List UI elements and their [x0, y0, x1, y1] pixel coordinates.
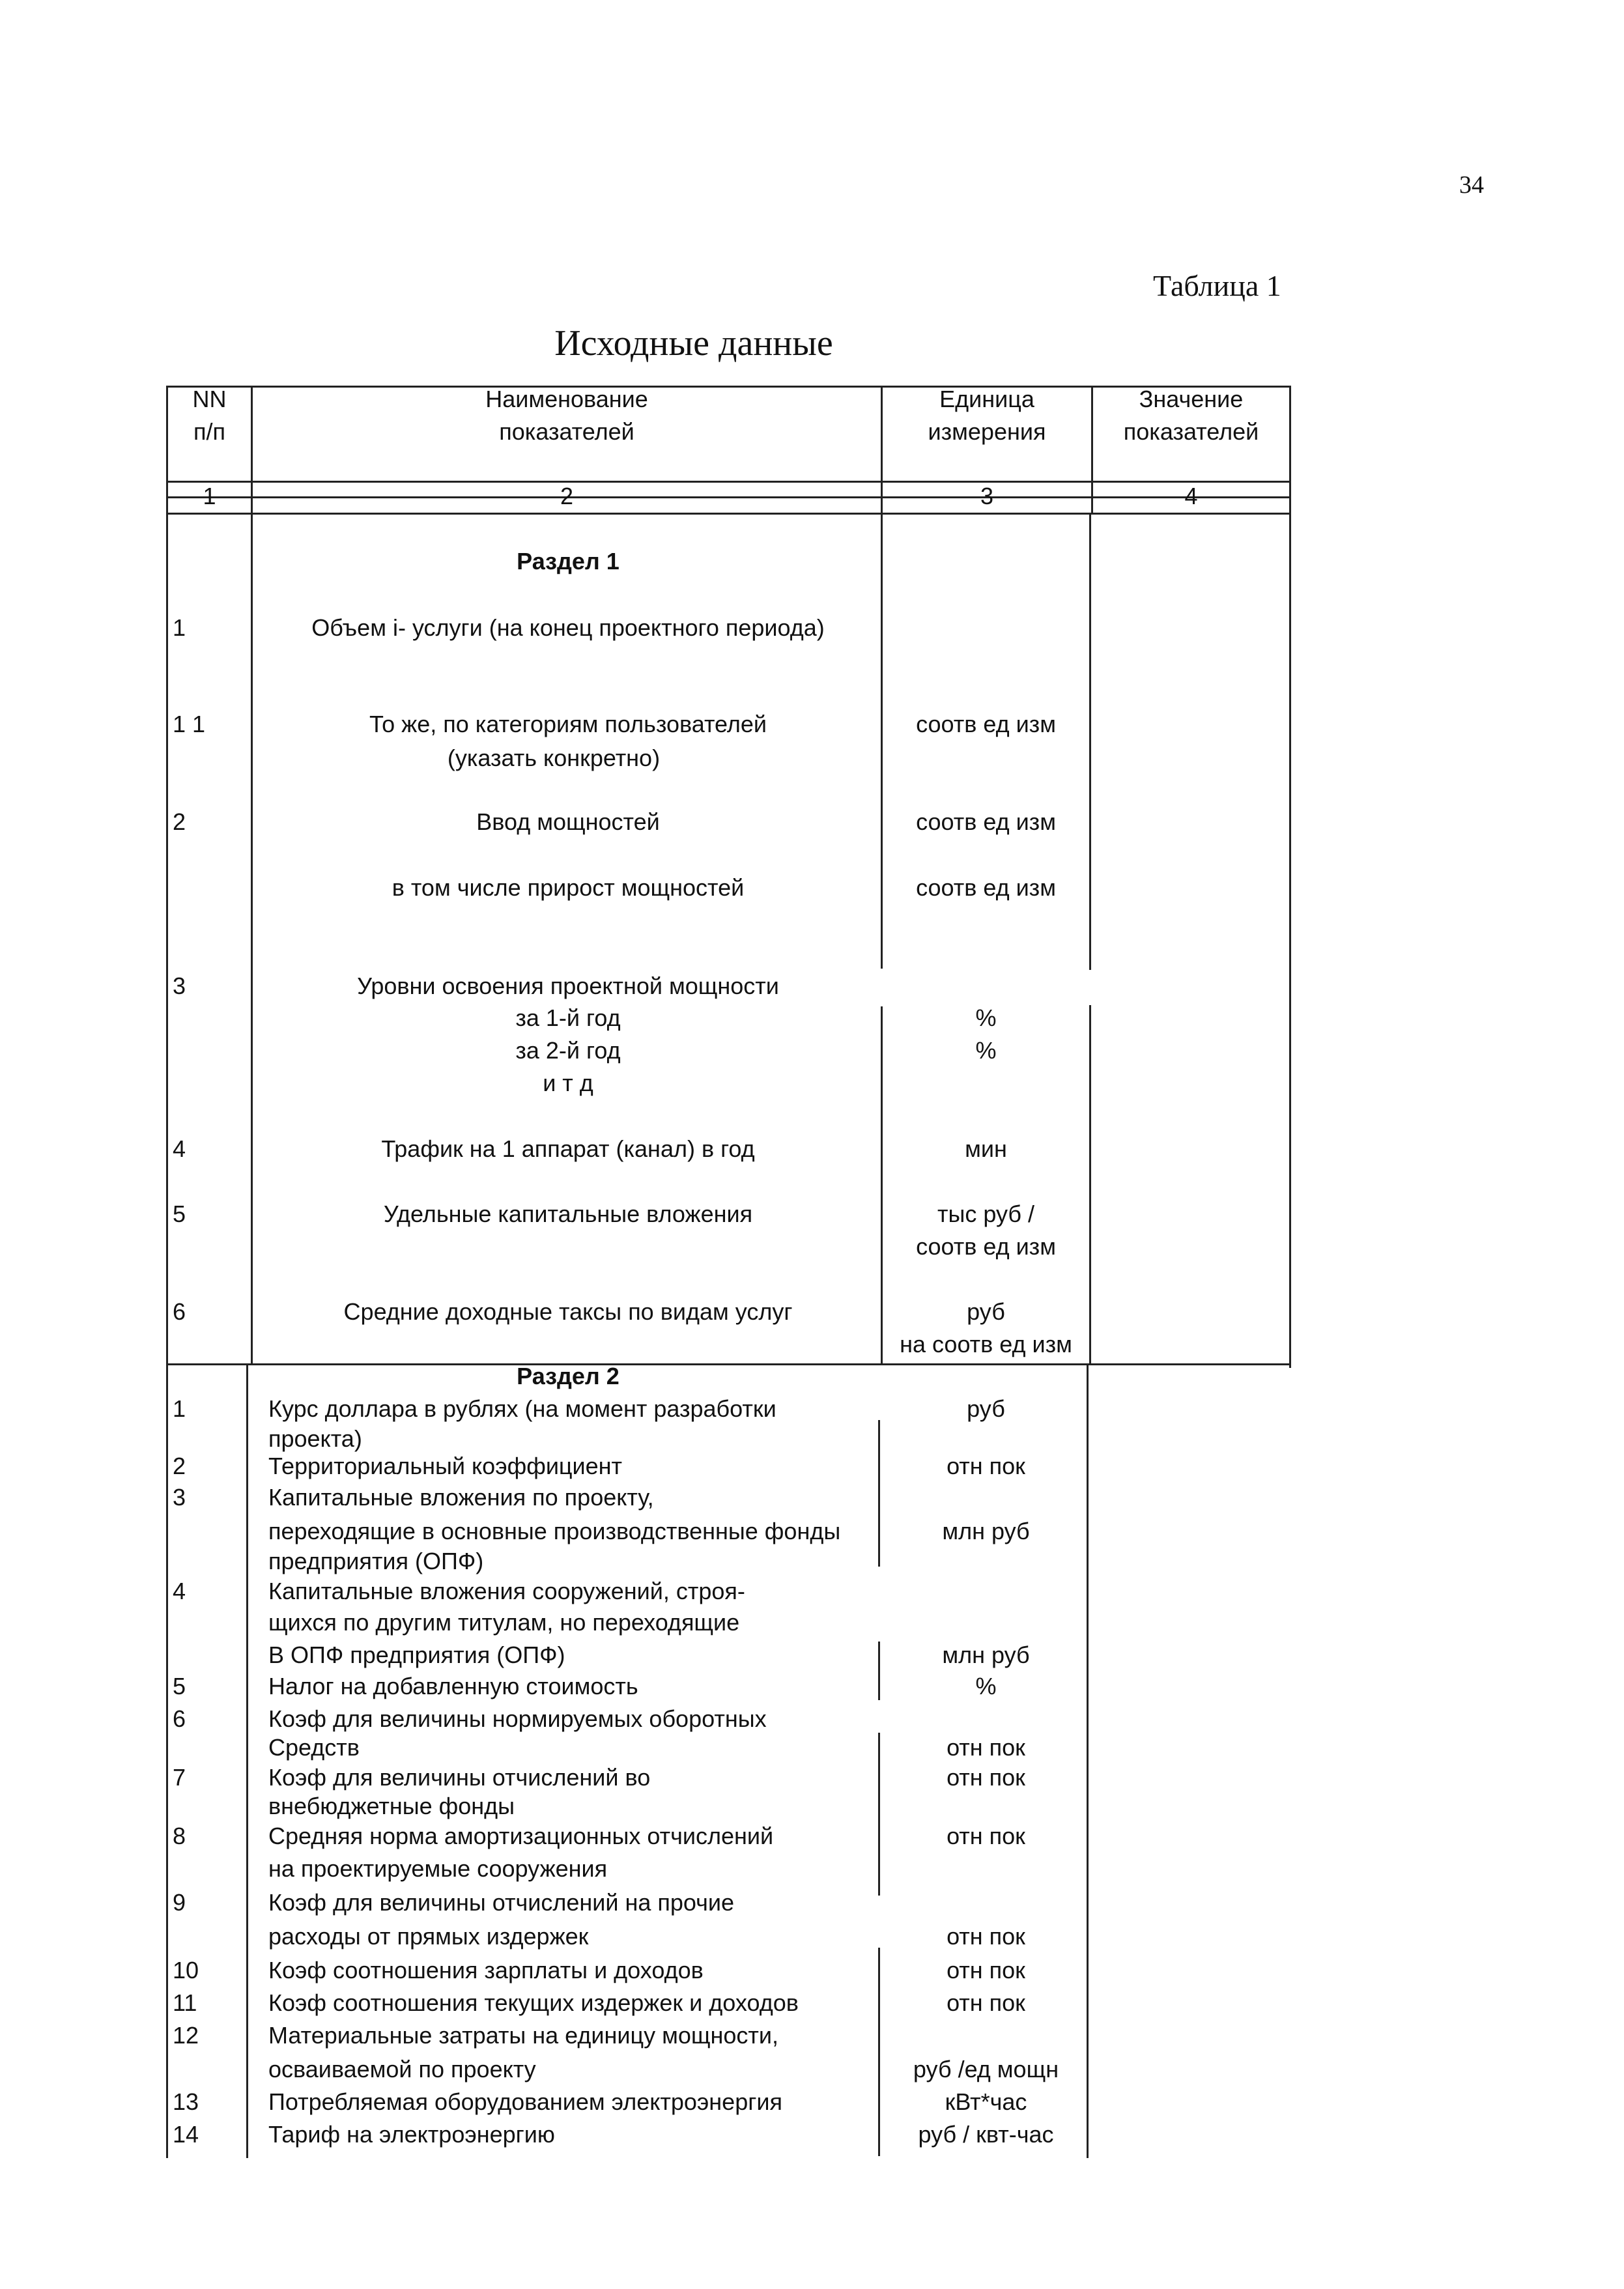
- s2-row3-line2: переходящие в основные производственные фонды: [268, 1518, 841, 1544]
- s2-row10-unit: отн пок: [947, 1957, 1025, 1983]
- s2-row9-line2: расходы от прямых издержек: [268, 1923, 589, 1950]
- s1-row11-name2: (указать конкретно): [447, 745, 661, 771]
- s2-row4-line2: щихся по другим титулам, но переходящие: [268, 1609, 740, 1636]
- s2-row6-num: 6: [173, 1705, 186, 1732]
- s2-row13-num: 13: [173, 2088, 199, 2115]
- s1-row4-name: Трафик на 1 аппарат (канал) в год: [381, 1135, 755, 1162]
- s1-row3-name: Уровни освоения проектной мощности: [357, 973, 779, 999]
- s2-row2-line1: Территориальный коэффициент: [268, 1453, 623, 1479]
- section1-title: Раздел 1: [517, 548, 620, 575]
- s2-row4-num: 4: [173, 1578, 186, 1604]
- s2-row4-line1: Капитальные вложения сооружений, строя-: [268, 1578, 745, 1604]
- s2-row10-num: 10: [173, 1957, 199, 1983]
- header-col1: NN п/п: [192, 386, 227, 445]
- table-label: Таблица 1: [1153, 269, 1281, 302]
- s2-row5-unit: %: [975, 1673, 997, 1699]
- s2-row5-num: 5: [173, 1673, 186, 1699]
- s1-row2b-name: в том числе прирост мощностей: [392, 874, 745, 901]
- s1-row11-num: 1 1: [173, 711, 206, 737]
- s2-row3-line3: предприятия (ОПФ): [268, 1548, 484, 1574]
- s2-row11-num: 11: [173, 1989, 197, 2016]
- col-number-3: 3: [980, 483, 994, 509]
- s2-row14-num: 14: [173, 2121, 199, 2148]
- s1-row2-name: Ввод мощностей: [476, 808, 660, 835]
- s2-row8-line1: Средняя норма амортизационных отчислений: [268, 1823, 774, 1849]
- s1-row3-sub3: и т д: [543, 1070, 593, 1096]
- s1-row3-sub2: за 2-й год: [515, 1037, 621, 1064]
- s2-row6-line2: Средств: [268, 1734, 360, 1761]
- s1-row4-num: 4: [173, 1135, 186, 1162]
- s1-row4-unit: мин: [965, 1135, 1007, 1162]
- s1-row2-unit: соотв ед изм: [916, 808, 1056, 835]
- s2-row11-line1: Коэф соотношения текущих издержек и доходов: [268, 1989, 799, 2016]
- s1-row3-sub1: за 1-й год: [515, 1004, 621, 1031]
- s1-row6-unit: руб: [967, 1298, 1005, 1325]
- page-number: 34: [1459, 171, 1484, 199]
- s1-row5-name: Удельные капитальные вложения: [383, 1201, 753, 1227]
- s2-row7-num: 7: [173, 1764, 186, 1791]
- section2-title: Раздел 2: [517, 1363, 620, 1389]
- s2-row13-line1: Потребляемая оборудованием электроэнергия: [268, 2088, 782, 2115]
- s2-row11-unit: отн пок: [947, 1989, 1025, 2016]
- s1-row5-num: 5: [173, 1201, 186, 1227]
- s2-row3-unit: млн руб: [942, 1518, 1030, 1544]
- s1-row3-unit2: %: [975, 1037, 997, 1064]
- s1-row1-name: Объем i- услуги (на конец проектного периода): [311, 614, 825, 641]
- s2-row6-line1: Коэф для величины нормируемых оборотных: [268, 1705, 767, 1732]
- header-col4: Значение показателей: [1123, 386, 1259, 445]
- s2-row2-unit: отн пок: [947, 1453, 1025, 1479]
- s2-row3-line1: Капитальные вложения по проекту,: [268, 1484, 654, 1511]
- s1-row6-num: 6: [173, 1298, 186, 1325]
- s1-row3-unit1: %: [975, 1004, 997, 1031]
- col-number-4: 4: [1184, 483, 1198, 509]
- s1-row2-num: 2: [173, 808, 186, 835]
- s2-row12-num: 12: [173, 2022, 199, 2049]
- col-number-1: 1: [203, 483, 216, 509]
- s1-row1-num: 1: [173, 614, 186, 641]
- s2-row9-line1: Коэф для величины отчислений на прочие: [268, 1889, 735, 1916]
- s2-row6-unit: отн пок: [947, 1734, 1025, 1761]
- s2-row4-unit: млн руб: [942, 1642, 1030, 1668]
- s1-row3-num: 3: [173, 973, 186, 999]
- s2-row14-unit: руб / квт-час: [918, 2121, 1054, 2148]
- s1-row5-unit: тыс руб /: [937, 1201, 1034, 1227]
- s1-row6-name: Средние доходные таксы по видам услуг: [343, 1298, 793, 1325]
- s2-row1-line2: проекта): [268, 1425, 362, 1452]
- s2-row9-num: 9: [173, 1889, 186, 1916]
- s2-row10-line1: Коэф соотношения зарплаты и доходов: [268, 1957, 704, 1983]
- s2-row12-line1: Материальные затраты на единицу мощности,: [268, 2022, 779, 2049]
- s1-row2b-unit: соотв ед изм: [916, 874, 1056, 901]
- s2-row12-line2: осваиваемой по проекту: [268, 2056, 536, 2083]
- s2-row1-num: 1: [173, 1395, 186, 1422]
- s1-row11-name: То же, по категориям пользователей: [369, 711, 767, 737]
- s2-row2-num: 2: [173, 1453, 186, 1479]
- col-number-2: 2: [560, 483, 574, 509]
- s2-row9-unit: отн пок: [947, 1923, 1025, 1950]
- s2-row1-line1: Курс доллара в рублях (на момент разработки: [268, 1395, 776, 1422]
- s2-row8-num: 8: [173, 1823, 186, 1849]
- s2-row7-line2: внебюджетные фонды: [268, 1793, 515, 1819]
- s2-row3-num: 3: [173, 1484, 186, 1511]
- s2-row8-line2: на проектируемые сооружения: [268, 1855, 608, 1882]
- s1-row5-unit2: соотв ед изм: [916, 1233, 1056, 1260]
- header-col3: Единица измерения: [928, 386, 1046, 445]
- s1-row6-unit2: на соотв ед изм: [900, 1331, 1072, 1358]
- header-col2: Наименование показателей: [485, 386, 648, 445]
- s2-row1-unit: руб: [967, 1395, 1005, 1422]
- s2-row13-unit: кВт*час: [945, 2088, 1027, 2115]
- s2-row8-unit: отн пок: [947, 1823, 1025, 1849]
- s2-row5-line1: Налог на добавленную стоимость: [268, 1673, 638, 1699]
- s2-row4-line3: В ОПФ предприятия (ОПФ): [268, 1642, 565, 1668]
- s2-row12-unit: руб /ед мощн: [913, 2056, 1059, 2083]
- s2-row7-line1: Коэф для величины отчислений во: [268, 1764, 651, 1791]
- s2-row14-line1: Тариф на электроэнергию: [268, 2121, 555, 2148]
- page-title: Исходные данные: [554, 323, 833, 363]
- s2-row7-unit: отн пок: [947, 1764, 1025, 1791]
- s1-row11-unit: соотв ед изм: [916, 711, 1056, 737]
